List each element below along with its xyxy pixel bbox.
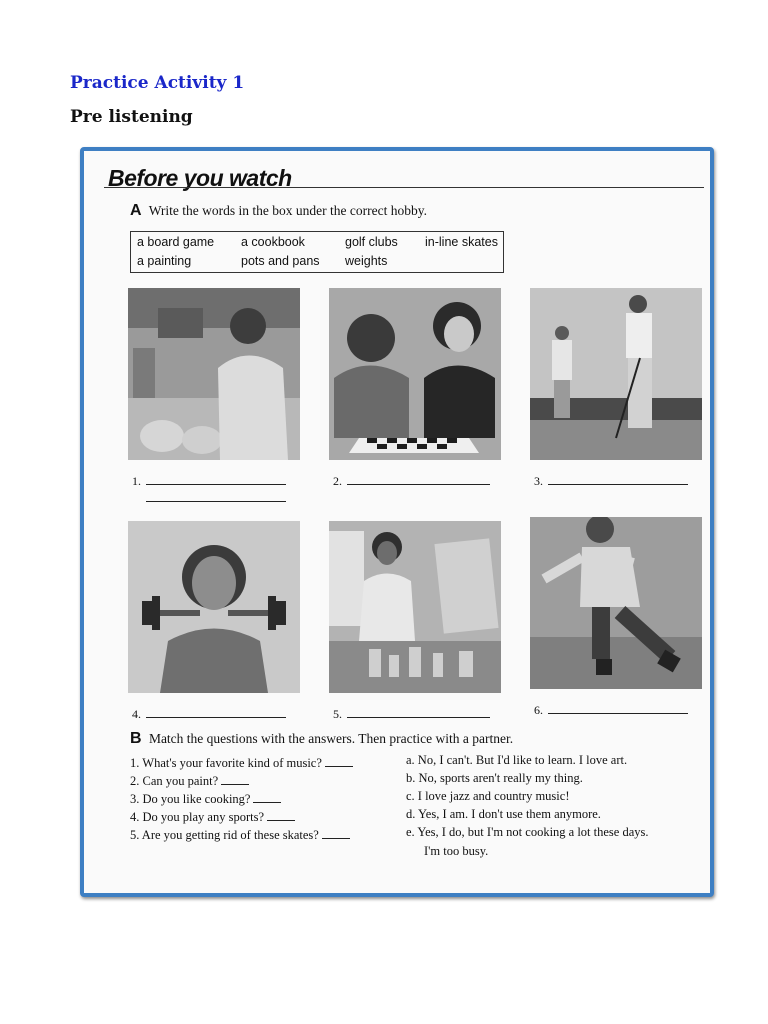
- section-b-letter: B: [130, 730, 142, 747]
- photo-number: 1.: [132, 474, 141, 488]
- answer-item-continued: I'm too busy.: [424, 844, 489, 858]
- answer-blank: [325, 756, 353, 767]
- question-item: [130, 792, 281, 807]
- answer-item: d. Yes, I am. I don't use them anymore.: [406, 807, 601, 821]
- word-item: weights: [345, 254, 388, 268]
- answer-line: [146, 484, 286, 485]
- title-rule: [104, 187, 704, 188]
- word-item: a cookbook: [241, 235, 305, 249]
- photo-number: 4.: [132, 707, 141, 721]
- section-a-text: Write the words in the box under the correct hobby.: [148, 203, 427, 218]
- question-text: 5. Are you getting rid of these skates?: [130, 828, 319, 842]
- answer-item: e. Yes, I do, but I'm not cooking a lot these days.: [406, 825, 649, 839]
- answer-line: [347, 717, 490, 718]
- worksheet-title: Before you watch: [108, 165, 292, 191]
- cooking-photo: [128, 288, 300, 460]
- answer-line: [548, 713, 688, 714]
- document-subtitle: Pre listening: [70, 107, 193, 127]
- word-box: [130, 231, 504, 273]
- word-item: a board game: [137, 235, 215, 249]
- word-item: pots and pans: [241, 254, 320, 268]
- word-item: a painting: [137, 254, 192, 268]
- answer-line: [347, 484, 490, 485]
- golf-photo: [530, 288, 702, 460]
- document-title: Practice Activity 1: [70, 73, 245, 93]
- section-b-instruction: [130, 730, 513, 748]
- answer-line: [146, 717, 286, 718]
- answer-item: a. No, I can't. But I'd like to learn. I love art.: [406, 753, 628, 767]
- photo-number: 5.: [333, 707, 342, 721]
- answer-blank: [221, 774, 249, 785]
- question-text: 2. Can you paint?: [130, 774, 219, 788]
- worksheet-frame: [80, 147, 714, 897]
- word-item: in-line skates: [425, 235, 498, 249]
- answer-blank: [253, 792, 281, 803]
- section-b-text: Match the questions with the answers. Then practice with a partner.: [148, 731, 514, 746]
- photo-number: 6.: [534, 703, 543, 717]
- question-item: [130, 774, 249, 789]
- painting-photo: [329, 521, 501, 693]
- board-game-photo: [329, 288, 501, 460]
- answer-blank: [322, 828, 350, 839]
- answer-line: [548, 484, 688, 485]
- skating-photo: [530, 517, 702, 689]
- question-text: 3. Do you like cooking?: [130, 792, 251, 806]
- question-item: [130, 828, 350, 843]
- word-item: golf clubs: [345, 235, 398, 249]
- question-item: [130, 756, 353, 771]
- section-a-letter: A: [130, 202, 142, 219]
- question-text: 1. What's your favorite kind of music?: [130, 756, 322, 770]
- question-item: [130, 810, 295, 825]
- section-a-instruction: [130, 202, 427, 220]
- weights-photo: [128, 521, 300, 693]
- answer-item: c. I love jazz and country music!: [406, 789, 570, 803]
- question-text: 4. Do you play any sports?: [130, 810, 265, 824]
- answer-item: b. No, sports aren't really my thing.: [406, 771, 583, 785]
- photo-number: 2.: [333, 474, 342, 488]
- answer-blank: [267, 810, 295, 821]
- photo-number: 3.: [534, 474, 543, 488]
- answer-line: [146, 501, 286, 502]
